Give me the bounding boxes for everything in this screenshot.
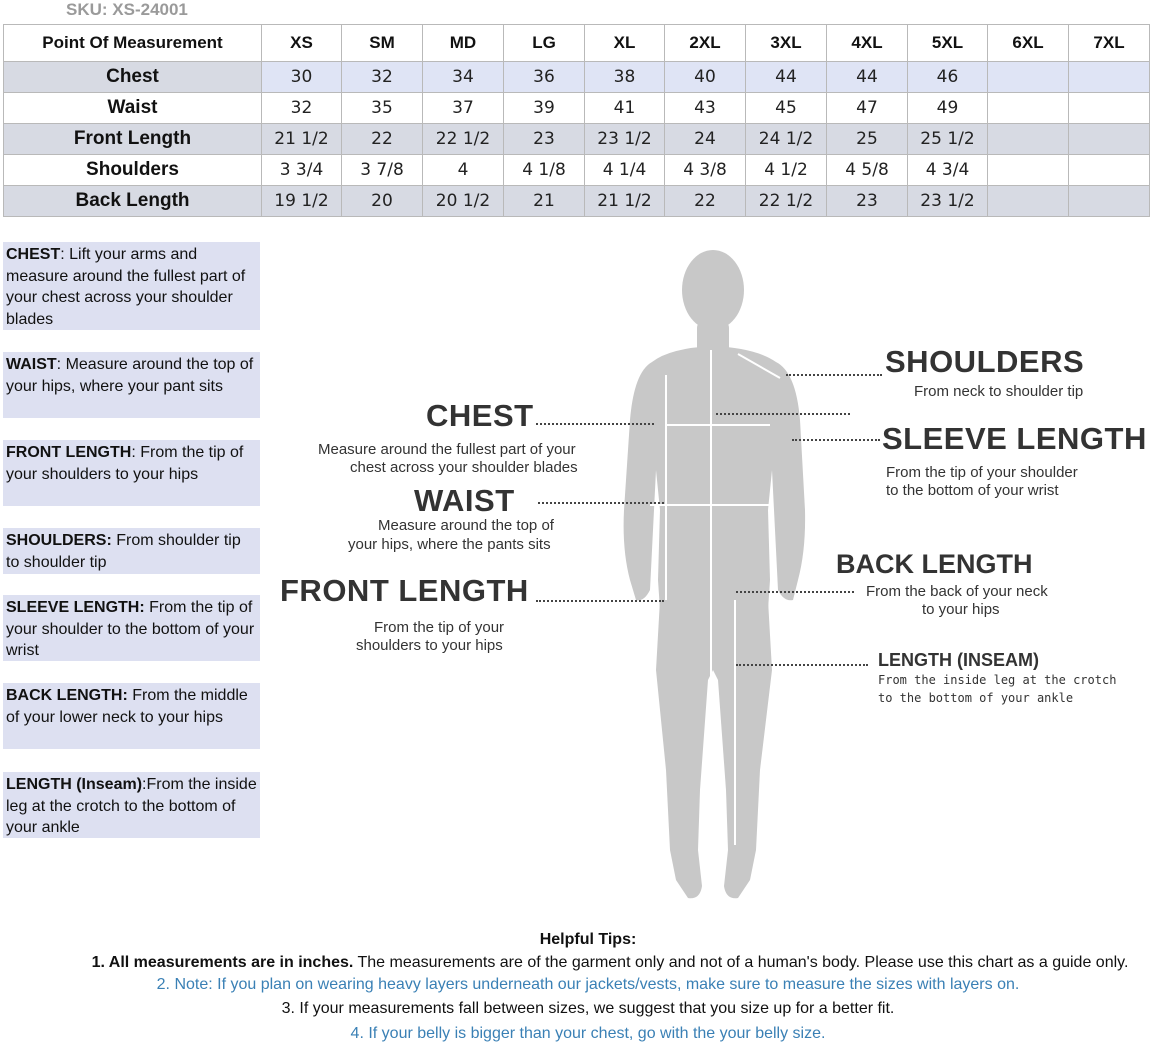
table-cell: 22 <box>342 124 423 155</box>
table-cell: 3 3/4 <box>262 155 342 186</box>
table-cell: 3 7/8 <box>342 155 423 186</box>
header-size-7xl: 7XL <box>1069 25 1150 62</box>
table-cell <box>988 186 1069 217</box>
chest-title: CHEST <box>426 398 534 433</box>
table-cell: 22 1/2 <box>746 186 827 217</box>
description-box <box>3 772 260 838</box>
table-cell <box>1069 124 1150 155</box>
header-size-xs: XS <box>262 25 342 62</box>
shoulders-line1: From neck to shoulder tip <box>914 383 1084 400</box>
back-length-line1: From the back of your neck <box>866 583 1048 600</box>
sleeve-length-title: SLEEVE LENGTH <box>882 421 1147 456</box>
table-cell: 32 <box>262 93 342 124</box>
table-cell <box>988 155 1069 186</box>
table-cell: 22 <box>665 186 746 217</box>
inseam-title: LENGTH (INSEAM) <box>878 650 1039 670</box>
description-box <box>3 683 260 749</box>
table-cell: 4 1/8 <box>504 155 585 186</box>
inseam-pointer <box>736 664 868 666</box>
table-cell: 21 1/2 <box>262 124 342 155</box>
header-size-2xl: 2XL <box>665 25 746 62</box>
front-length-line1: From the tip of your <box>374 619 505 636</box>
tip-1-bold: 1. All measurements are in inches. <box>91 954 354 971</box>
shoulders-title: SHOULDERS <box>885 344 1085 379</box>
table-cell: 20 1/2 <box>423 186 504 217</box>
table-cell: 46 <box>908 62 988 93</box>
table-cell <box>988 62 1069 93</box>
table-cell: 4 3/4 <box>908 155 988 186</box>
description-box <box>3 595 260 661</box>
table-cell: 23 <box>504 124 585 155</box>
front-length-pointer <box>536 600 664 602</box>
table-cell: 4 1/2 <box>746 155 827 186</box>
waist-line1: Measure around the top of <box>378 517 554 534</box>
front-length-title: FRONT LENGTH <box>280 573 529 608</box>
header-size-5xl: 5XL <box>908 25 988 62</box>
table-cell: 35 <box>342 93 423 124</box>
description-text: :From the inside leg at the crotch to the bottom of your ankle <box>6 776 257 836</box>
table-cell: 45 <box>746 93 827 124</box>
table-cell <box>1069 155 1150 186</box>
description-text: From the middle of your lower neck to your hips <box>6 687 248 726</box>
table-row <box>4 93 1150 124</box>
table-cell <box>1069 93 1150 124</box>
header-size-sm: SM <box>342 25 423 62</box>
description-box <box>3 528 260 574</box>
table-cell: 20 <box>342 186 423 217</box>
sku-label: SKU: XS-24001 <box>66 0 188 19</box>
table-cell: 43 <box>665 93 746 124</box>
body-silhouette <box>600 250 830 902</box>
chest-pointer <box>536 423 654 425</box>
description-text: : Lift your arms and measure around the fullest part of your chest across your shoulder blades <box>6 246 246 328</box>
table-cell: 30 <box>262 62 342 93</box>
description-box <box>3 352 260 418</box>
table-row <box>4 186 1150 217</box>
chest-line1: Measure around the fullest part of your <box>318 441 576 458</box>
sleeve-length-line2: to the bottom of your wrist <box>886 482 1059 499</box>
header-size-md: MD <box>423 25 504 62</box>
back-length-pointer <box>736 591 854 593</box>
description-title: FRONT LENGTH <box>6 444 132 461</box>
table-cell: 25 <box>827 124 908 155</box>
table-cell: 21 <box>504 186 585 217</box>
inseam-line1: From the inside leg at the crotch <box>878 673 1117 687</box>
header-size-3xl: 3XL <box>746 25 827 62</box>
table-cell: 24 <box>665 124 746 155</box>
table-cell: 44 <box>746 62 827 93</box>
description-box <box>3 242 260 330</box>
table-header-row <box>4 25 1150 62</box>
table-cell <box>1069 62 1150 93</box>
description-text: From the tip of your shoulder to the bottom of your wrist <box>6 599 255 659</box>
inseam-line2: to the bottom of your ankle <box>878 691 1074 705</box>
description-title: SLEEVE LENGTH: <box>6 599 145 616</box>
header-size-xl: XL <box>585 25 665 62</box>
table-cell: 32 <box>342 62 423 93</box>
sleeve-length-pointer <box>792 439 880 441</box>
tip-4: 4. If your belly is bigger than your chest, go with the your belly size. <box>350 1025 826 1042</box>
shoulders-pointer <box>786 374 882 376</box>
table-cell: 41 <box>585 93 665 124</box>
chest-guide-line <box>716 413 850 415</box>
header-point-of-measurement: Point Of Measurement <box>4 25 262 62</box>
table-cell: 37 <box>423 93 504 124</box>
size-chart-table <box>3 24 1150 217</box>
description-title: LENGTH (Inseam) <box>6 776 143 793</box>
table-cell: 36 <box>504 62 585 93</box>
waist-pointer <box>538 502 664 504</box>
row-label: Chest <box>4 62 262 93</box>
table-cell: 34 <box>423 62 504 93</box>
tip-1 <box>44 954 1176 972</box>
row-label: Waist <box>4 93 262 124</box>
table-cell <box>988 124 1069 155</box>
sleeve-length-line1: From the tip of your shoulder <box>886 464 1078 481</box>
table-row <box>4 62 1150 93</box>
table-cell: 47 <box>827 93 908 124</box>
table-cell: 21 1/2 <box>585 186 665 217</box>
table-cell: 23 <box>827 186 908 217</box>
table-cell: 4 1/4 <box>585 155 665 186</box>
header-size-lg: LG <box>504 25 585 62</box>
table-cell: 4 3/8 <box>665 155 746 186</box>
description-title: BACK LENGTH: <box>6 687 128 704</box>
helpful-tips-title: Helpful Tips: <box>539 931 637 948</box>
table-row <box>4 124 1150 155</box>
table-cell: 4 <box>423 155 504 186</box>
table-cell: 38 <box>585 62 665 93</box>
table-cell <box>988 93 1069 124</box>
row-label: Shoulders <box>4 155 262 186</box>
waist-line2: your hips, where the pants sits <box>348 536 551 553</box>
description-title: CHEST <box>6 246 61 263</box>
table-cell: 24 1/2 <box>746 124 827 155</box>
back-length-title: BACK LENGTH <box>836 549 1033 579</box>
table-cell: 4 5/8 <box>827 155 908 186</box>
table-cell <box>1069 186 1150 217</box>
table-cell: 49 <box>908 93 988 124</box>
description-title: SHOULDERS: <box>6 532 112 549</box>
table-cell: 25 1/2 <box>908 124 988 155</box>
table-cell: 19 1/2 <box>262 186 342 217</box>
waist-title: WAIST <box>414 483 515 518</box>
tip-2: 2. Note: If you plan on wearing heavy layers underneath our jackets/vests, make sure to measure the sizes with layers on. <box>156 976 1020 993</box>
description-text: : From the tip of your shoulders to your hips <box>6 444 244 483</box>
description-text: : Measure around the top of your hips, where your pant sits <box>6 356 254 395</box>
row-label: Back Length <box>4 186 262 217</box>
chest-line2: chest across your shoulder blades <box>350 459 578 476</box>
table-cell: 44 <box>827 62 908 93</box>
tip-3: 3. If your measurements fall between sizes, we suggest that you size up for a better fit. <box>281 1000 895 1017</box>
header-size-4xl: 4XL <box>827 25 908 62</box>
table-cell: 40 <box>665 62 746 93</box>
table-cell: 39 <box>504 93 585 124</box>
table-cell: 23 1/2 <box>908 186 988 217</box>
header-size-6xl: 6XL <box>988 25 1069 62</box>
back-length-line2: to your hips <box>922 601 1000 618</box>
row-label: Front Length <box>4 124 262 155</box>
description-box <box>3 440 260 506</box>
tip-1-rest: The measurements are of the garment only and not of a human's body. Please use this chart as a guide only. <box>353 954 1129 971</box>
description-text: From shoulder tip to shoulder tip <box>6 532 241 571</box>
table-cell: 23 1/2 <box>585 124 665 155</box>
table-cell: 22 1/2 <box>423 124 504 155</box>
front-length-line2: shoulders to your hips <box>356 637 503 654</box>
table-row <box>4 155 1150 186</box>
description-title: WAIST <box>6 356 57 373</box>
